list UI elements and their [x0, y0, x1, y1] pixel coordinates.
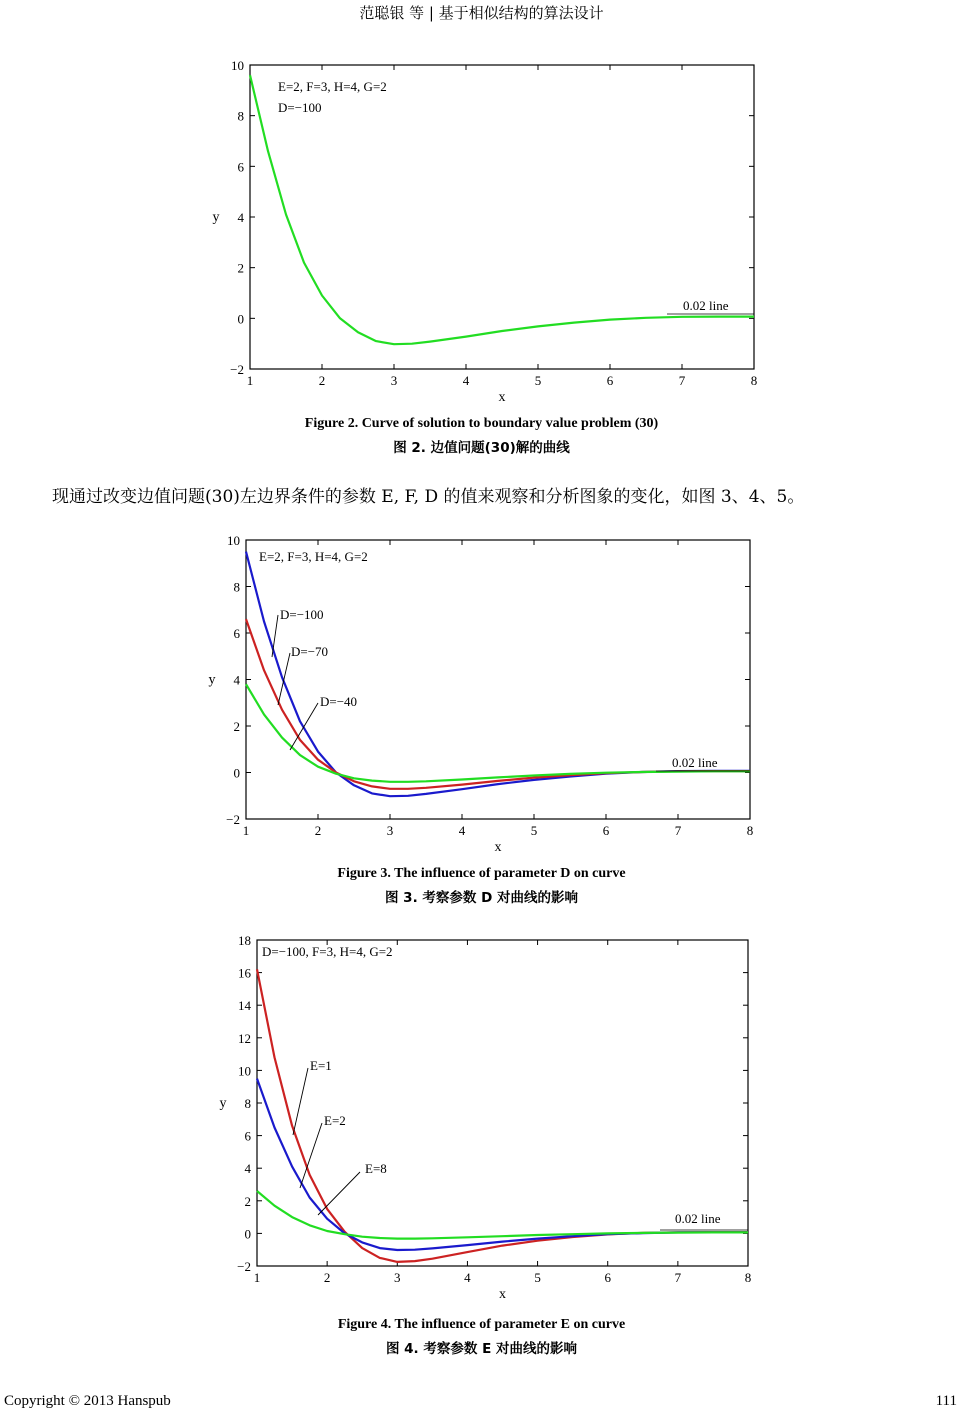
- line-label: 0.02 line: [675, 1211, 721, 1226]
- x-tick-label: 3: [390, 373, 398, 388]
- y-tick-label: 2: [237, 260, 244, 276]
- y-tick-label: 10: [231, 58, 244, 73]
- y-tick-label: −2: [237, 1259, 251, 1274]
- x-tick-label: 2: [318, 373, 326, 388]
- y-tick-label: −2: [226, 812, 240, 827]
- leader-line: [272, 615, 278, 657]
- series-label: E=2: [324, 1113, 346, 1128]
- series-label: D=−100: [280, 607, 324, 622]
- x-tick-label: 2: [314, 823, 322, 838]
- x-tick-label: 8: [744, 1270, 752, 1285]
- x-tick-label: 7: [678, 373, 686, 388]
- x-tick-label: 3: [386, 823, 394, 838]
- figure-3-caption-zh: 图 3. 考察参数 D 对曲线的影响: [384, 890, 579, 906]
- parameter-annotation: D=−100, F=3, H=4, G=2: [262, 944, 393, 959]
- y-tick-label: 14: [238, 998, 251, 1014]
- y-tick-label: 8: [233, 579, 240, 595]
- x-tick-label: 4: [458, 823, 466, 838]
- figure-2-caption-zh: 图 2. 边值问题(30)解的曲线: [393, 440, 570, 456]
- body-paragraph: 现通过改变边值问题(30)左边界条件的参数 E, F, D 的值来观察和分析图象的变化，如图 3、4、5。: [52, 487, 805, 507]
- series-label: E=1: [310, 1058, 332, 1073]
- parameter-annotation: D=−100: [278, 100, 322, 115]
- line-label: 0.02 line: [683, 298, 729, 313]
- figure-3-caption-en: Figure 3. The influence of parameter D on curve: [337, 866, 626, 881]
- y-axis-label: y: [212, 210, 220, 225]
- x-tick-label: 3: [394, 1270, 401, 1285]
- x-tick-label: 1: [253, 1270, 261, 1285]
- y-tick-label: 0: [233, 765, 240, 781]
- series-label: E=8: [365, 1161, 387, 1176]
- x-tick-label: 8: [750, 373, 758, 388]
- leader-line: [318, 1172, 360, 1215]
- x-tick-label: 4: [464, 1270, 471, 1285]
- figure-3-chart: [0, 525, 963, 865]
- x-axis-label: x: [494, 840, 502, 855]
- y-tick-label: 2: [244, 1193, 251, 1209]
- y-axis-label: y: [219, 1096, 227, 1111]
- x-tick-label: 1: [246, 373, 254, 388]
- x-tick-label: 6: [602, 823, 610, 838]
- leader-line: [278, 653, 290, 705]
- y-tick-label: 0: [244, 1226, 251, 1242]
- running-head: 范聪银 等 | 基于相似结构的算法设计: [359, 4, 604, 22]
- x-tick-label: 5: [534, 373, 542, 388]
- leader-line: [293, 1068, 308, 1135]
- figure-4-chart: [0, 925, 963, 1315]
- y-tick-label: 6: [244, 1128, 251, 1144]
- x-tick-label: 1: [242, 823, 250, 838]
- y-tick-label: 4: [237, 210, 244, 225]
- x-tick-label: 4: [462, 373, 470, 388]
- y-tick-label: 18: [238, 933, 251, 948]
- x-tick-label: 7: [674, 823, 682, 838]
- line-label: 0.02 line: [672, 755, 718, 770]
- y-tick-label: 8: [237, 108, 244, 124]
- parameter-annotation: E=2, F=3, H=4, G=2: [259, 549, 368, 564]
- figure-2-caption-en: Figure 2. Curve of solution to boundary value problem (30): [304, 416, 659, 431]
- y-tick-label: 4: [244, 1161, 251, 1177]
- y-tick-label: 0: [237, 311, 244, 327]
- x-tick-label: 8: [746, 823, 754, 838]
- parameter-annotation: E=2, F=3, H=4, G=2: [278, 79, 387, 94]
- plot-frame: [250, 65, 754, 369]
- series-line-green: [250, 75, 754, 344]
- x-tick-label: 6: [606, 373, 614, 388]
- y-tick-label: 8: [244, 1096, 251, 1111]
- x-tick-label: 5: [530, 823, 538, 838]
- y-tick-label: 6: [237, 159, 244, 175]
- x-axis-label: x: [498, 390, 506, 405]
- x-tick-label: 7: [674, 1270, 682, 1285]
- y-tick-label: 4: [233, 672, 240, 688]
- series-label: D=−40: [320, 694, 358, 709]
- figure-2-chart: [0, 50, 963, 460]
- y-tick-label: 2: [233, 719, 240, 734]
- footer-copyright: Copyright © 2013 Hanspub: [4, 1393, 171, 1409]
- y-axis-label: y: [208, 672, 216, 688]
- y-tick-label: 10: [227, 533, 240, 548]
- x-tick-label: 2: [323, 1270, 331, 1285]
- y-tick-label: 6: [233, 626, 240, 641]
- y-tick-label: 10: [238, 1063, 251, 1079]
- series-label: D=−70: [291, 644, 329, 659]
- y-tick-label: 16: [238, 965, 251, 981]
- x-tick-label: 6: [604, 1270, 611, 1285]
- x-tick-label: 5: [534, 1270, 541, 1285]
- figure-4-caption-en: Figure 4. The influence of parameter E on curve: [337, 1317, 626, 1332]
- y-tick-label: 12: [238, 1030, 251, 1046]
- figure-4-caption-zh: 图 4. 考察参数 E 对曲线的影响: [385, 1341, 578, 1357]
- y-tick-label: −2: [230, 362, 244, 377]
- footer-page-number: 111: [935, 1393, 957, 1409]
- x-axis-label: x: [499, 1287, 506, 1302]
